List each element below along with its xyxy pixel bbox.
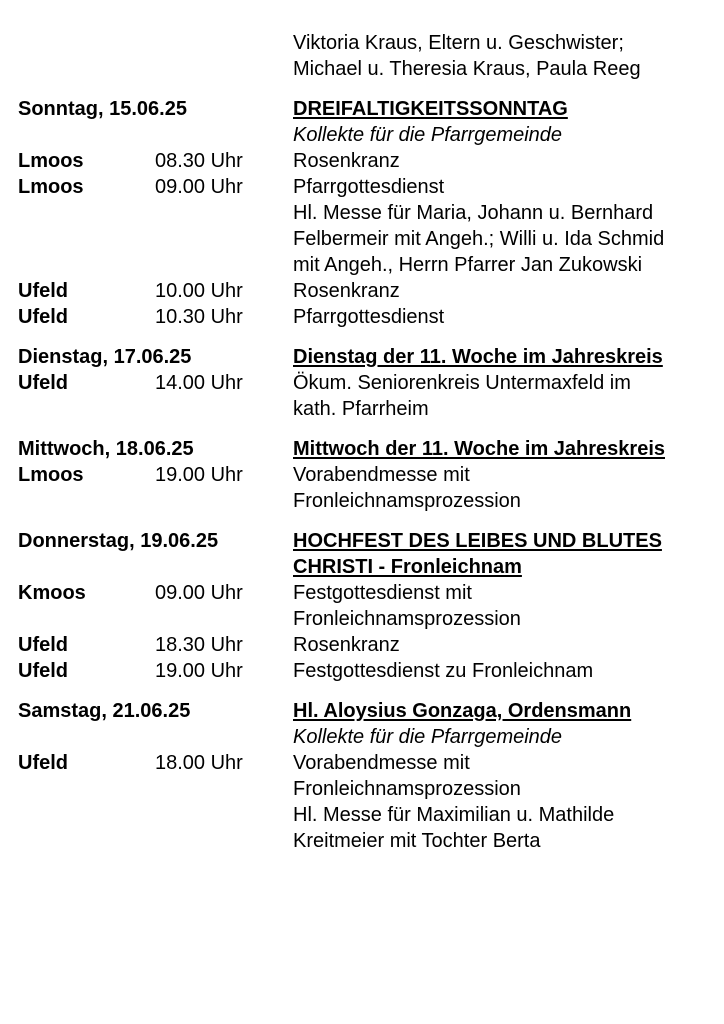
event-text: Festgottesdienst zu Fronleichnam <box>293 660 594 682</box>
event-text: Hl. Messe für Maria, Johann u. Bernhard <box>293 202 654 224</box>
event-text: Vorabendmesse mit <box>293 752 470 774</box>
event-time: 09.00 Uhr <box>155 176 243 198</box>
day-block-sunday <box>0 96 724 330</box>
schedule-page <box>0 30 724 854</box>
intro-line: Michael u. Theresia Kraus, Paula Reeg <box>293 58 641 80</box>
event-text: Fronleichnamsprozession <box>293 608 521 630</box>
event-place: Ufeld <box>18 306 68 328</box>
feast-title: DREIFALTIGKEITSSONNTAG <box>293 98 568 120</box>
event-text: Rosenkranz <box>293 634 400 656</box>
day-date: Sonntag, 15.06.25 <box>18 98 187 120</box>
event-text: Festgottesdienst mit <box>293 582 472 604</box>
event-place: Ufeld <box>18 752 68 774</box>
event-text: kath. Pfarrheim <box>293 398 429 420</box>
feast-title: CHRISTI - Fronleichnam <box>293 556 522 578</box>
day-date: Donnerstag, 19.06.25 <box>18 530 219 552</box>
event-text: mit Angeh., Herrn Pfarrer Jan Zukowski <box>293 254 643 276</box>
event-place: Kmoos <box>18 582 86 604</box>
collection-note: Kollekte für die Pfarrgemeinde <box>293 124 563 146</box>
event-time: 18.30 Uhr <box>155 634 243 656</box>
event-time: 19.00 Uhr <box>155 660 243 682</box>
collection-note: Kollekte für die Pfarrgemeinde <box>293 726 563 748</box>
feast-title: HOCHFEST DES LEIBES UND BLUTES <box>293 530 662 552</box>
event-text: Hl. Messe für Maximilian u. Mathilde <box>293 804 615 826</box>
event-place: Ufeld <box>18 372 68 394</box>
event-text: Ökum. Seniorenkreis Untermaxfeld im <box>293 372 631 394</box>
day-date: Mittwoch, 18.06.25 <box>18 438 194 460</box>
day-block-saturday <box>0 698 724 854</box>
day-date: Samstag, 21.06.25 <box>18 700 191 722</box>
event-text: Pfarrgottesdienst <box>293 176 445 198</box>
event-time: 14.00 Uhr <box>155 372 243 394</box>
event-place: Lmoos <box>18 176 84 198</box>
event-place: Ufeld <box>18 660 68 682</box>
event-time: 08.30 Uhr <box>155 150 243 172</box>
feast-title: Hl. Aloysius Gonzaga, Ordensmann <box>293 700 632 722</box>
event-place: Lmoos <box>18 464 84 486</box>
feast-title: Mittwoch der 11. Woche im Jahreskreis <box>293 438 665 460</box>
event-text: Vorabendmesse mit <box>293 464 470 486</box>
event-text: Rosenkranz <box>293 150 400 172</box>
event-time: 18.00 Uhr <box>155 752 243 774</box>
day-block-wednesday <box>0 436 724 514</box>
feast-title: Dienstag der 11. Woche im Jahreskreis <box>293 346 663 368</box>
event-time: 09.00 Uhr <box>155 582 243 604</box>
event-text: Pfarrgottesdienst <box>293 306 445 328</box>
event-text: Fronleichnamsprozession <box>293 778 521 800</box>
event-time: 10.30 Uhr <box>155 306 243 328</box>
intro-line: Viktoria Kraus, Eltern u. Geschwister; <box>293 32 624 54</box>
event-time: 19.00 Uhr <box>155 464 243 486</box>
day-block-tuesday <box>0 344 724 422</box>
event-place: Ufeld <box>18 634 68 656</box>
event-text: Rosenkranz <box>293 280 400 302</box>
event-text: Kreitmeier mit Tochter Berta <box>293 830 541 852</box>
event-place: Ufeld <box>18 280 68 302</box>
day-block-thursday <box>0 528 724 684</box>
event-text: Fronleichnamsprozession <box>293 490 521 512</box>
day-date: Dienstag, 17.06.25 <box>18 346 192 368</box>
event-text: Felbermeir mit Angeh.; Willi u. Ida Schmid <box>293 228 665 250</box>
event-time: 10.00 Uhr <box>155 280 243 302</box>
event-place: Lmoos <box>18 150 84 172</box>
intro-block <box>0 30 724 82</box>
